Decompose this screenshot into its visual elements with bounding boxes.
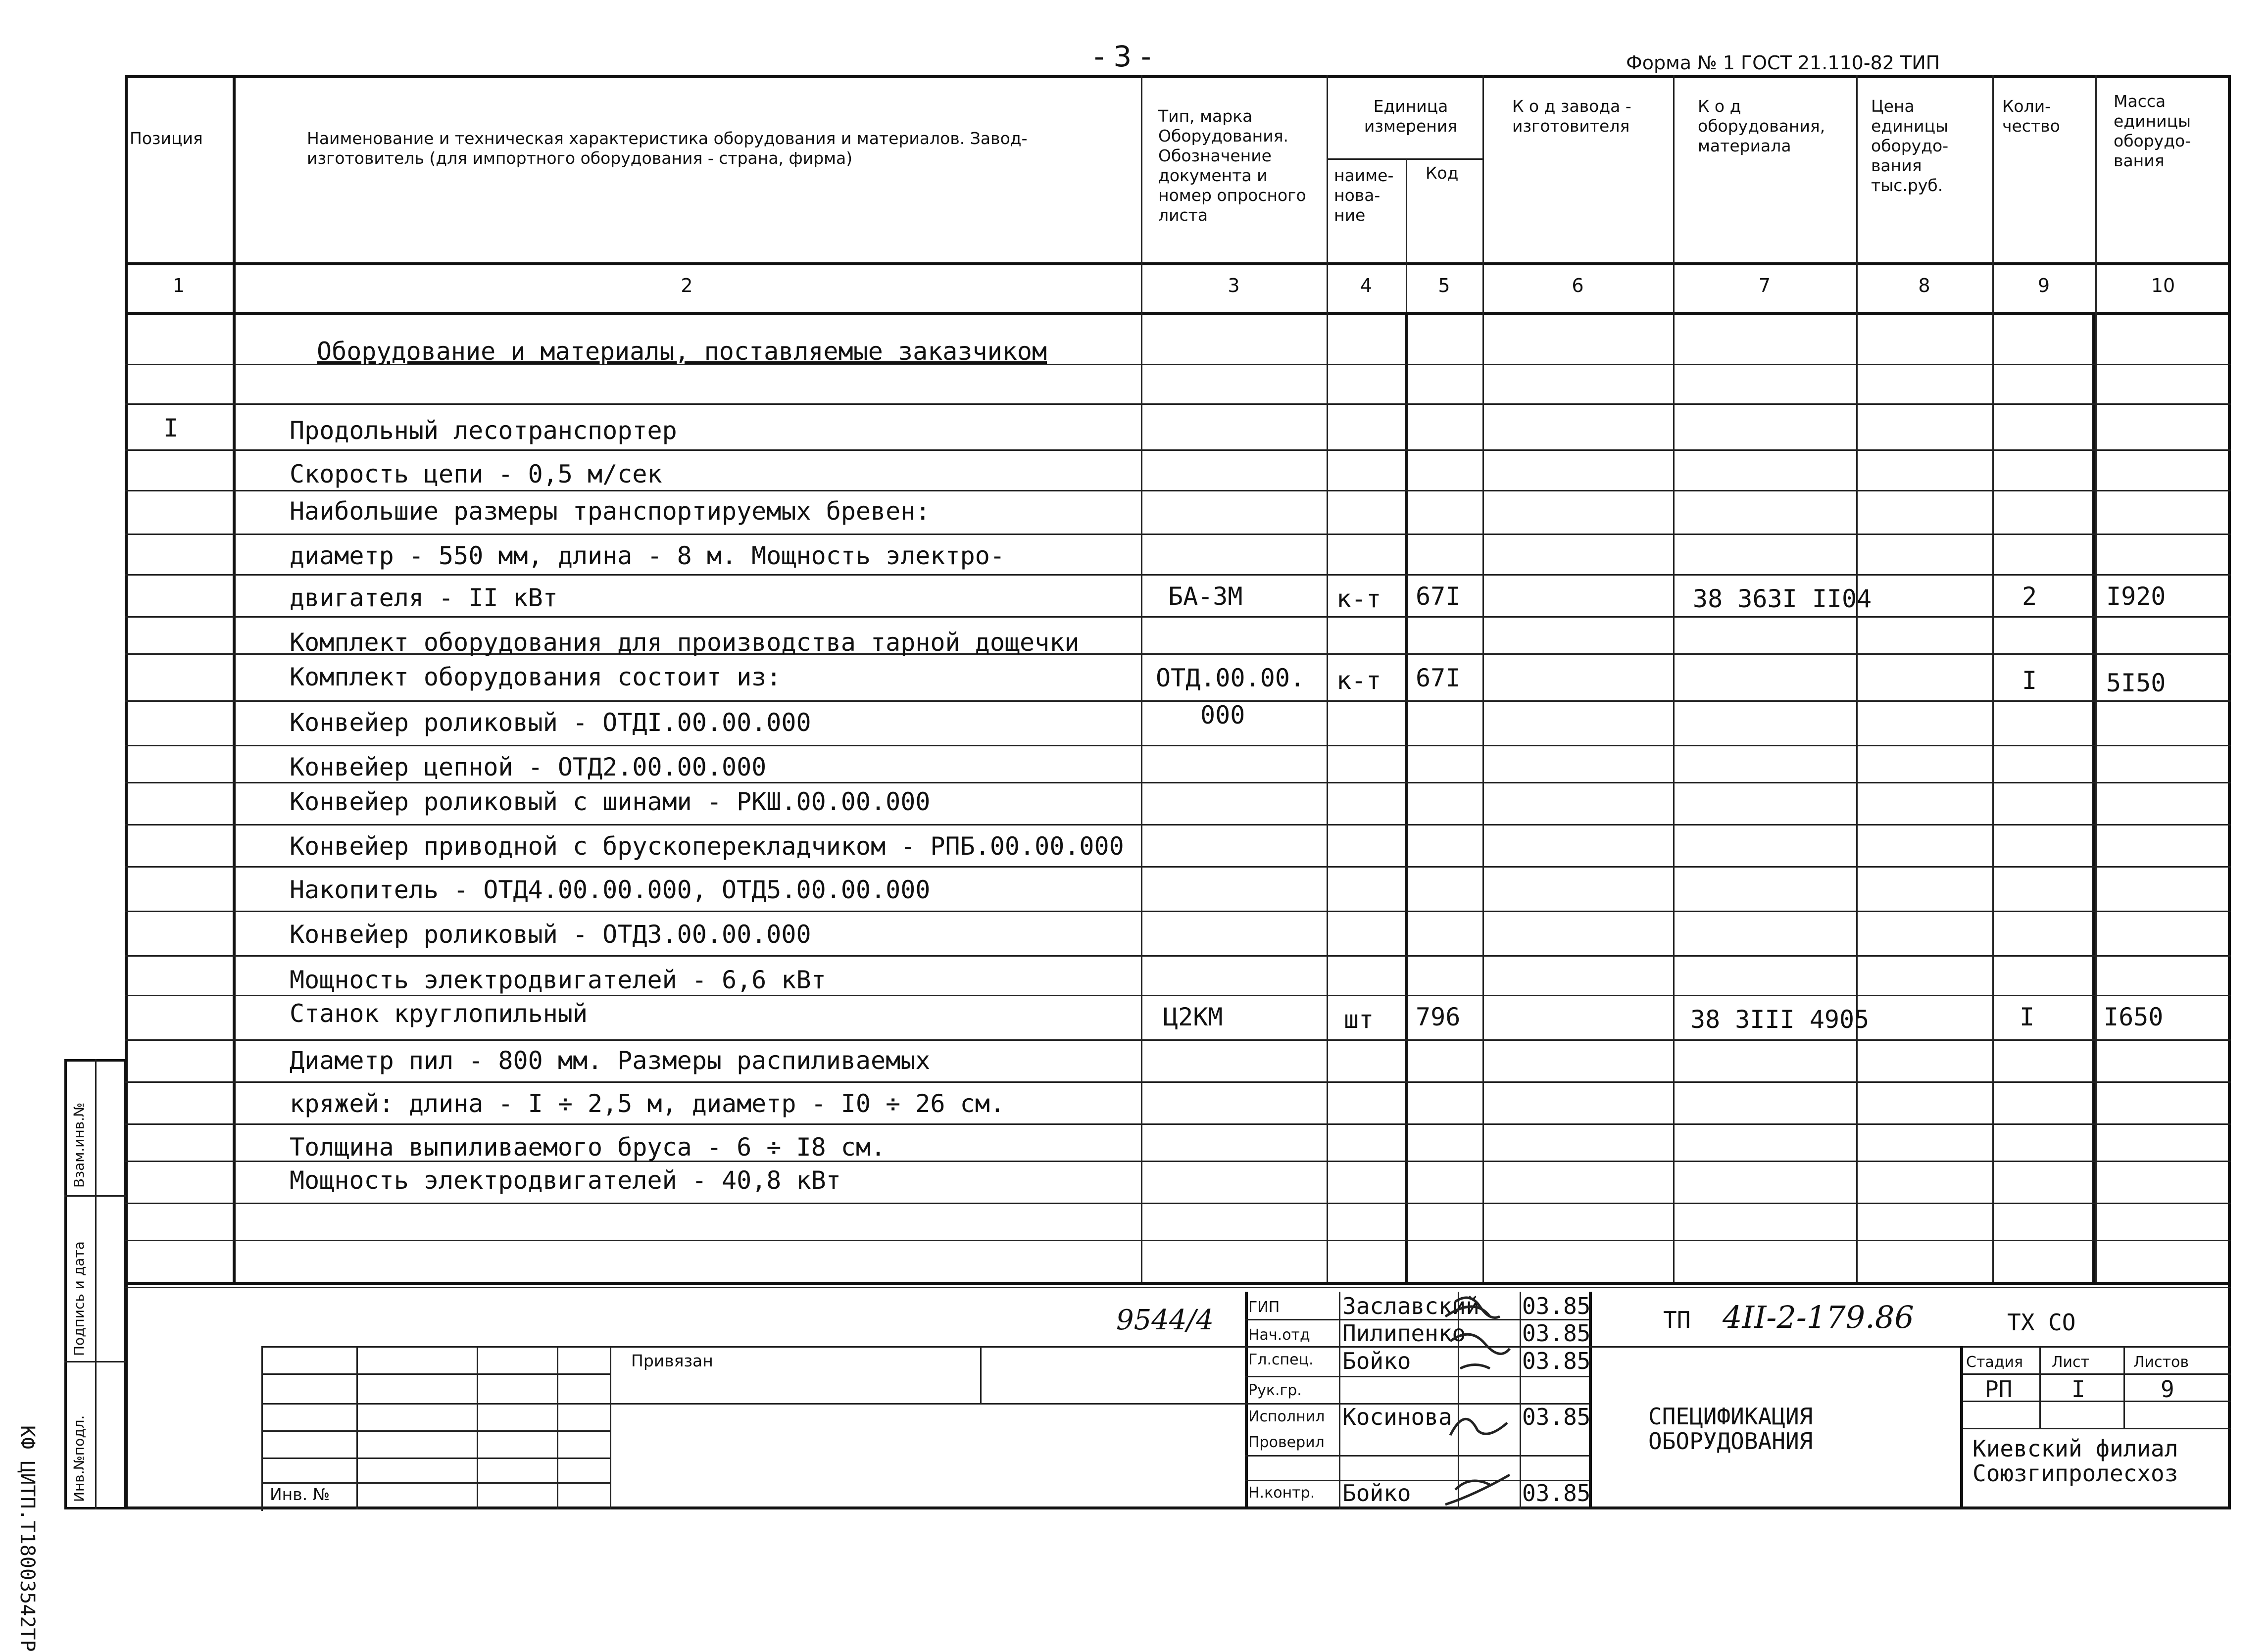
- inv-label: Инв. №: [270, 1485, 330, 1504]
- col-number: 3: [1228, 275, 1240, 296]
- row-type: 000: [1200, 701, 1245, 729]
- col-number: 5: [1438, 275, 1450, 296]
- row-type: ОТД.00.00.: [1156, 664, 1305, 692]
- row-text: Конвейер цепной - ОТД2.00.00.000: [290, 753, 767, 781]
- stage-label: Стадия: [1966, 1354, 2023, 1371]
- row-text: диаметр - 550 мм, длина - 8 м. Мощность электро-: [290, 541, 1005, 570]
- side-invpodl-label: Инв.№подл.: [71, 1415, 87, 1502]
- row-text: Диаметр пил - 800 мм. Размеры распиливаемых: [290, 1046, 931, 1075]
- sheet-label: Лист: [2052, 1354, 2090, 1371]
- sheet-title-2: ОБОРУДОВАНИЯ: [1648, 1428, 1813, 1455]
- row-text: Конвейер роликовый - ОТД3.00.00.000: [290, 920, 811, 949]
- header-name: Наименование и техническая характеристика оборудования и материалов. Завод-изготовитель (для импортного оборудования - страна, фирма): [307, 129, 1028, 168]
- row-text: Конвейер приводной с брускоперекладчиком - РПБ.00.00.000: [290, 832, 1124, 861]
- sheet-title-1: СПЕЦИФИКАЦИЯ: [1648, 1403, 1813, 1430]
- header-material-code: К о д оборудования, материала: [1698, 97, 1825, 155]
- row-text: Продольный лесотранспортер: [290, 416, 677, 445]
- role-name: Косинова: [1342, 1404, 1452, 1430]
- row-text: Конвейер роликовый - ОТДI.00.00.000: [290, 708, 811, 737]
- org-name-2: Союзгипролесхоз: [1972, 1460, 2178, 1487]
- header-unit: Единица измерения: [1364, 97, 1458, 136]
- row-code: 796: [1416, 1003, 1461, 1031]
- role-label: Исполнил: [1248, 1408, 1325, 1425]
- col-number: 8: [1918, 275, 1930, 296]
- role-label: Нач.отд: [1248, 1326, 1310, 1344]
- row-text: Скорость цепи - 0,5 м/сек: [290, 460, 662, 488]
- header-price: Цена единицы оборудо-вания тыс.руб.: [1871, 97, 1949, 195]
- row-text: Комплект оборудования состоит из:: [290, 663, 782, 691]
- col-number: 6: [1572, 275, 1584, 296]
- row-text: Мощность электродвигателей - 40,8 кВт: [290, 1166, 841, 1195]
- row-unit: шт: [1344, 1005, 1374, 1034]
- row-type: БА-3М: [1168, 582, 1243, 611]
- row-position: I: [163, 414, 179, 442]
- row-mass: I650: [2104, 1003, 2164, 1031]
- row-text: кряжей: длина - I ÷ 2,5 м, диаметр - I0 ÷ 26 см.: [290, 1089, 1005, 1118]
- sheet-value: I: [2071, 1376, 2085, 1403]
- doc-code-prefix: ТП: [1663, 1307, 1691, 1333]
- col-number: 4: [1360, 275, 1373, 296]
- role-name: Бойко: [1342, 1480, 1411, 1506]
- row-text: Станок круглопильный: [290, 999, 588, 1028]
- row-code: 67I: [1416, 582, 1461, 611]
- col-number: 10: [2151, 275, 2175, 296]
- row-quantity: I: [2022, 666, 2037, 695]
- doc-suffix: ТХ СО: [2007, 1309, 2076, 1336]
- row-text: Комплект оборудования для производства тарной дощечки: [290, 628, 1080, 657]
- section-title: Оборудование и материалы, поставляемые заказчиком: [317, 337, 1047, 366]
- role-name: Заславский: [1342, 1293, 1479, 1319]
- row-material-code: 38 363I II04: [1693, 584, 1872, 613]
- row-text: двигателя - II кВт: [290, 583, 558, 612]
- form-note: Форма № 1 ГОСТ 21.110-82 ТИП: [1626, 52, 1940, 74]
- header-mass: Масса единицы оборудо-вания: [2114, 92, 2191, 170]
- role-date: 03.85: [1522, 1320, 1591, 1347]
- header-plant-code: К о д завода - изготовителя: [1512, 97, 1631, 136]
- row-mass: I920: [2106, 582, 2166, 611]
- col-number: 1: [172, 275, 185, 296]
- handwritten-number: 9544/4: [1116, 1304, 1214, 1336]
- side-vzam-label: Взам.инв.№: [71, 1102, 87, 1188]
- row-text: Конвейер роликовый с шинами - РКШ.00.00.000: [290, 787, 931, 816]
- bound-label: Привязан: [631, 1351, 713, 1370]
- row-mass: 5I50: [2106, 669, 2166, 697]
- row-material-code: 38 3III 4905: [1690, 1005, 1870, 1034]
- row-code: 67I: [1416, 664, 1461, 692]
- row-quantity: I: [2020, 1003, 2035, 1031]
- role-label: Н.контр.: [1248, 1484, 1315, 1502]
- sheets-label: Листов: [2133, 1354, 2189, 1371]
- header-position: Позиция: [130, 129, 203, 148]
- role-label: ГИП: [1248, 1299, 1280, 1316]
- role-date: 03.85: [1522, 1293, 1591, 1319]
- doc-code: 4II-2-179.86: [1723, 1299, 1914, 1335]
- sheets-value: 9: [2161, 1376, 2174, 1403]
- row-unit: к-т: [1336, 666, 1381, 695]
- col-number: 7: [1758, 275, 1771, 296]
- header-unit-name: наиме-нова-ние: [1334, 166, 1394, 225]
- side-handwritten-code: КФ ЦИТП.Т18003542ТР: [16, 1425, 39, 1652]
- org-name-1: Киевский филиал: [1972, 1435, 2178, 1462]
- side-podpis-label: Подпись и дата: [71, 1241, 87, 1356]
- role-label: Проверил: [1248, 1434, 1325, 1451]
- col-number: 2: [681, 275, 693, 296]
- row-text: Накопитель - ОТД4.00.00.000, ОТД5.00.00.000: [290, 875, 931, 904]
- row-type: Ц2КМ: [1163, 1003, 1223, 1031]
- row-text: Наибольшие размеры транспортируемых бревен:: [290, 497, 931, 526]
- col-number: 9: [2037, 275, 2050, 296]
- row-text: Мощность электродвигателей - 6,6 кВт: [290, 966, 826, 994]
- header-quantity: Коли-чество: [2002, 97, 2060, 136]
- stage-value: РП: [1985, 1376, 2013, 1403]
- role-label: Гл.спец.: [1248, 1351, 1314, 1368]
- row-text: Толщина выпиливаемого бруса - 6 ÷ I8 см.: [290, 1133, 886, 1162]
- header-unit-code: Код: [1426, 163, 1459, 183]
- role-date: 03.85: [1522, 1480, 1591, 1506]
- role-date: 03.85: [1522, 1404, 1591, 1430]
- header-type: Тип, марка Оборудования. Обозначение документа и номер опросного листа: [1158, 106, 1306, 225]
- role-date: 03.85: [1522, 1348, 1591, 1374]
- role-name: Пилипенко: [1342, 1320, 1466, 1347]
- signature-scribbles: [1435, 1287, 1564, 1509]
- row-quantity: 2: [2022, 582, 2037, 611]
- row-unit: к-т: [1336, 584, 1381, 613]
- role-label: Рук.гр.: [1248, 1382, 1302, 1399]
- page-number: - 3 -: [1094, 40, 1151, 73]
- role-name: Бойко: [1342, 1348, 1411, 1374]
